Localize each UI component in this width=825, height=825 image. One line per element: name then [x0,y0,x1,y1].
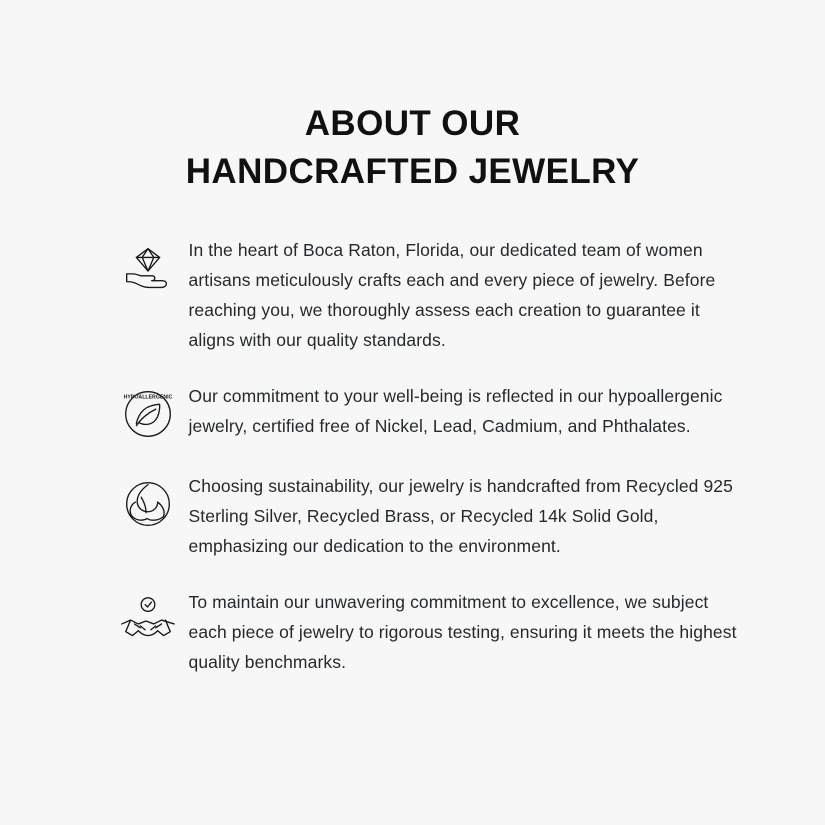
page-title-line-2: HANDCRAFTED JEWELRY [185,152,640,192]
page-title [186,100,640,197]
list-item [107,233,747,355]
handshake-check-icon [107,587,189,653]
list-item-text: In the heart of Boca Raton, Florida, our dedicated team of women artisans meticulously crafts each and every piece of jewelry. Before reaching you, we thoroughly assess each creation to guarantee it aligns with our quality standards. [188,239,716,350]
feature-list [107,233,747,678]
list-item [107,471,747,561]
list-item [107,587,747,677]
recycled-leaves-icon [107,471,189,535]
page-title-line-1: ABOUT OUR [304,104,521,143]
diamond-in-hand-icon [107,233,189,301]
list-item-text: Our commitment to your well-being is reflected in our hypoallergenic jewelry, certified free of Nickel, Lead, Cadmium, and Phthalates. [188,385,723,437]
list-item-text: Choosing sustainability, our jewelry is handcrafted from Recycled 925 Sterling Silver, Recycled Brass, or Recycled 14k Solid Gold, emphasizing our dedication to the environment. [188,475,733,557]
list-item-text: To maintain our unwavering commitment to excellence, we subject each piece of jewelry to rigorous testing, ensuring it meets the highest quality benchmarks. [188,592,737,673]
svg-text:HYPOALLERGENIC: HYPOALLERGENIC [123,394,172,401]
list-item [107,381,747,445]
hypoallergenic-leaf-icon [107,381,189,445]
